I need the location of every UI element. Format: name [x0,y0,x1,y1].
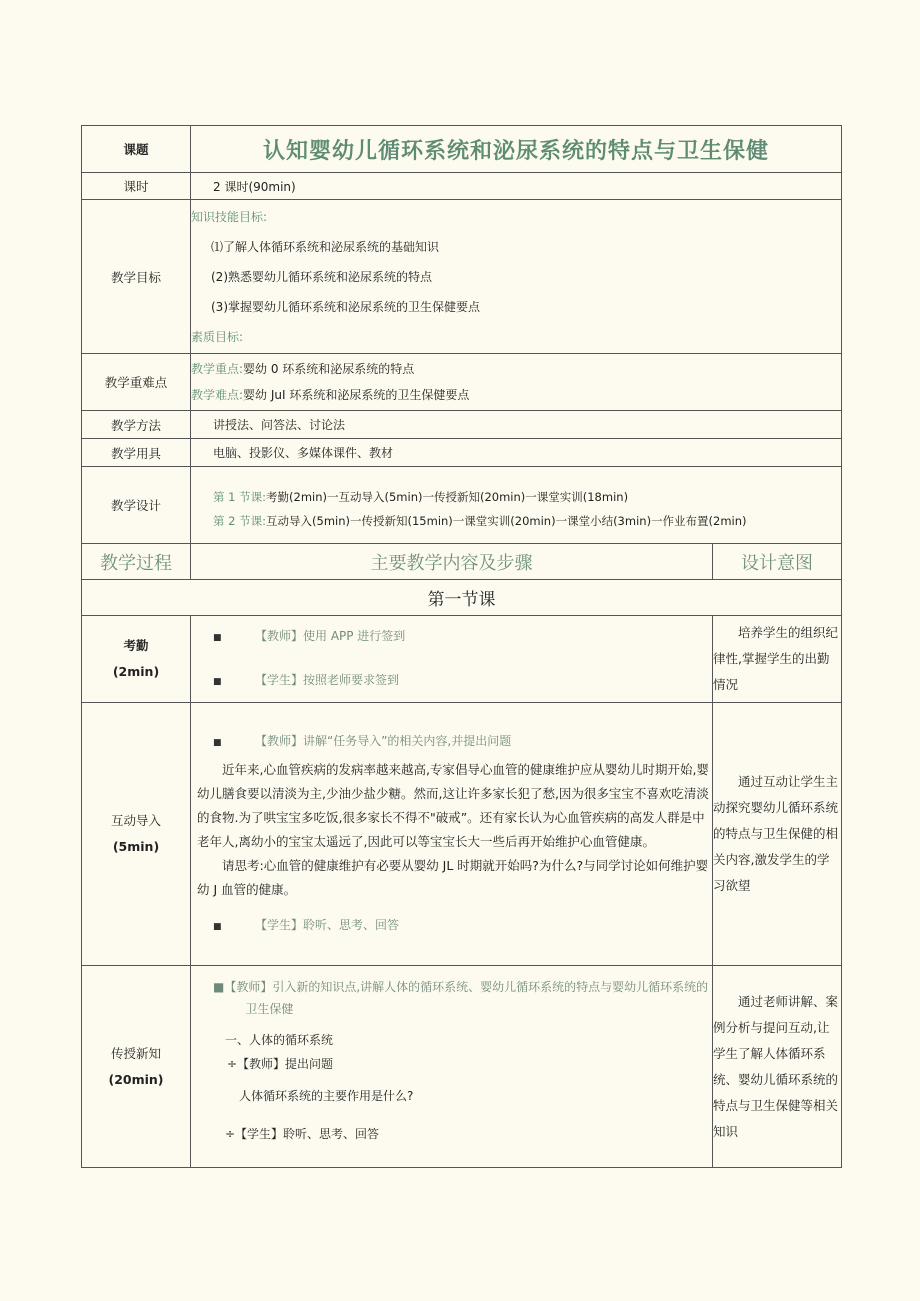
difficulty-text: 婴幼 JuI 环系统和泌尿系统的卫生保健要点 [243,388,470,402]
tools-value: 电脑、投影仪、多媒体课件、教材 [191,439,842,467]
tools-label: 教学用具 [82,439,191,467]
methods-row [82,411,842,439]
newknow-intent: 通过老师讲解、案例分析与提问互动,让学生了解人体循环系统、婴幼儿循环系统的特点与卫生保健等相关知识 [713,966,842,1168]
lesson-plan-table [81,125,842,1168]
hours-label: 课时 [82,173,191,200]
tools-row [82,439,842,467]
newknow-teacher: ■【教师】引入新的知识点,讲解人体的循环系统、婴幼儿循环系统的特点与婴幼儿循环系统的卫生保健 [213,980,709,1016]
topic-label: 课题 [82,126,191,173]
lesson1-text: 考勤(2min)一互动导入(5min)一传授新知(20min)一课堂实训(18min) [266,490,629,504]
methods-value: 讲授法、问答法、讨论法 [191,411,842,439]
newknow-heading: 一、人体的循环系统 [225,1033,334,1047]
intro-student: 【学生】聆听、思考、回答 [255,918,400,932]
attendance-student: 【学生】按照老师要求签到 [255,673,400,687]
attendance-row [82,616,842,703]
page-title: 认知婴幼儿循环系统和泌尿系统的特点与卫生保健 [191,126,842,173]
intro-paragraph-1: 近年来,心血管疾病的发病率越来越高,专家倡导心血管的健康维护应从婴幼儿时期开始,婴幼儿膳食要以清淡为主,少油少盐少糖。然而,这让许多家长犯了愁,因为很多宝宝不喜欢吃清淡的食物.为了哄宝宝多吃饭,很多家长不得不"破戒”。还有家长认为心血管疾病的高发人群是中老年人,离幼小的宝宝太遥远了,因此可以等宝宝长大一些后再开始维护心血管健康。 [197,762,709,849]
intro-paragraph-2: 请思考:心血管的健康维护有必要从婴幼 JL 时期就开始吗?为什么?与同学讨论如何维护婴幼 J 血管的健康。 [197,858,709,897]
intro-time: (5min) [112,839,160,854]
topic-row [82,126,842,173]
intent-header: 设计意图 [713,544,842,580]
attendance-time: (2min) [112,664,160,679]
intro-label: 互动导入 [110,813,161,828]
goal-item-2: (2)熟悉婴幼儿循环系统和泌尿系统的特点 [211,269,432,284]
section-row [82,580,842,616]
newknow-student: ÷【学生】聆听、思考、回答 [225,1127,380,1141]
intro-teacher: 【教师】讲解“任务导入”的相关内容,并提出问题 [255,734,512,748]
intro-intent: 通过互动让学生主动探究婴幼儿循环系统的特点与卫生保健的相关内容,激发学生的学习欲望 [713,703,842,966]
section-title: 第一节课 [82,580,842,616]
attendance-label: 考勤 [123,638,149,653]
process-header: 教学过程 [82,544,191,580]
bullet-icon: ■ [213,738,222,748]
lesson1-label: 第 1 节课: [213,490,267,504]
focus-text: 婴幼 0 环系统和泌尿系统的特点 [243,362,415,376]
bullet-icon: ■ [213,922,222,932]
newknow-question: 人体循环系统的主要作用是什么? [239,1089,414,1103]
newknow-label: 传授新知 [110,1045,161,1061]
attendance-intent: 培养学生的组织纪律性,掌握学生的出勤情况 [713,616,842,703]
bullet-icon: ■ [213,633,222,643]
difficulty-label: 教学难点: [191,388,244,402]
newknow-row [82,966,842,1168]
knowledge-goal-title: 知识技能目标: [191,209,268,224]
goals-row [82,200,842,354]
keypoints-label: 教学重难点 [82,354,191,411]
quality-goal-title: 素质目标: [191,329,244,344]
lesson2-text: 互动导入(5min)一传授新知(15min)一课堂实训(20min)一课堂小结(3min)一作业布置(2min) [266,514,747,528]
methods-label: 教学方法 [82,411,191,439]
design-label: 教学设计 [82,467,191,544]
keypoints-row [82,354,842,411]
attendance-teacher: 【教师】使用 APP 进行签到 [255,629,406,643]
focus-label: 教学重点: [191,362,244,376]
intro-row [82,703,842,966]
bullet-icon: ■ [213,677,222,687]
hours-row [82,173,842,200]
design-row [82,467,842,544]
header-row [82,544,842,580]
content-header: 主要教学内容及步骤 [191,544,713,580]
goal-item-3: (3)掌握婴幼儿循环系统和泌尿系统的卫生保健要点 [211,299,480,314]
lesson2-label: 第 2 节课: [213,514,267,528]
goals-label: 教学目标 [82,200,191,354]
hours-value: 2 课时(90min) [191,173,842,200]
newknow-time: (20min) [108,1071,164,1087]
newknow-ask: ÷【教师】提出问题 [227,1057,334,1071]
goal-item-1: ⑴了解人体循环系统和泌尿系统的基础知识 [211,239,440,254]
